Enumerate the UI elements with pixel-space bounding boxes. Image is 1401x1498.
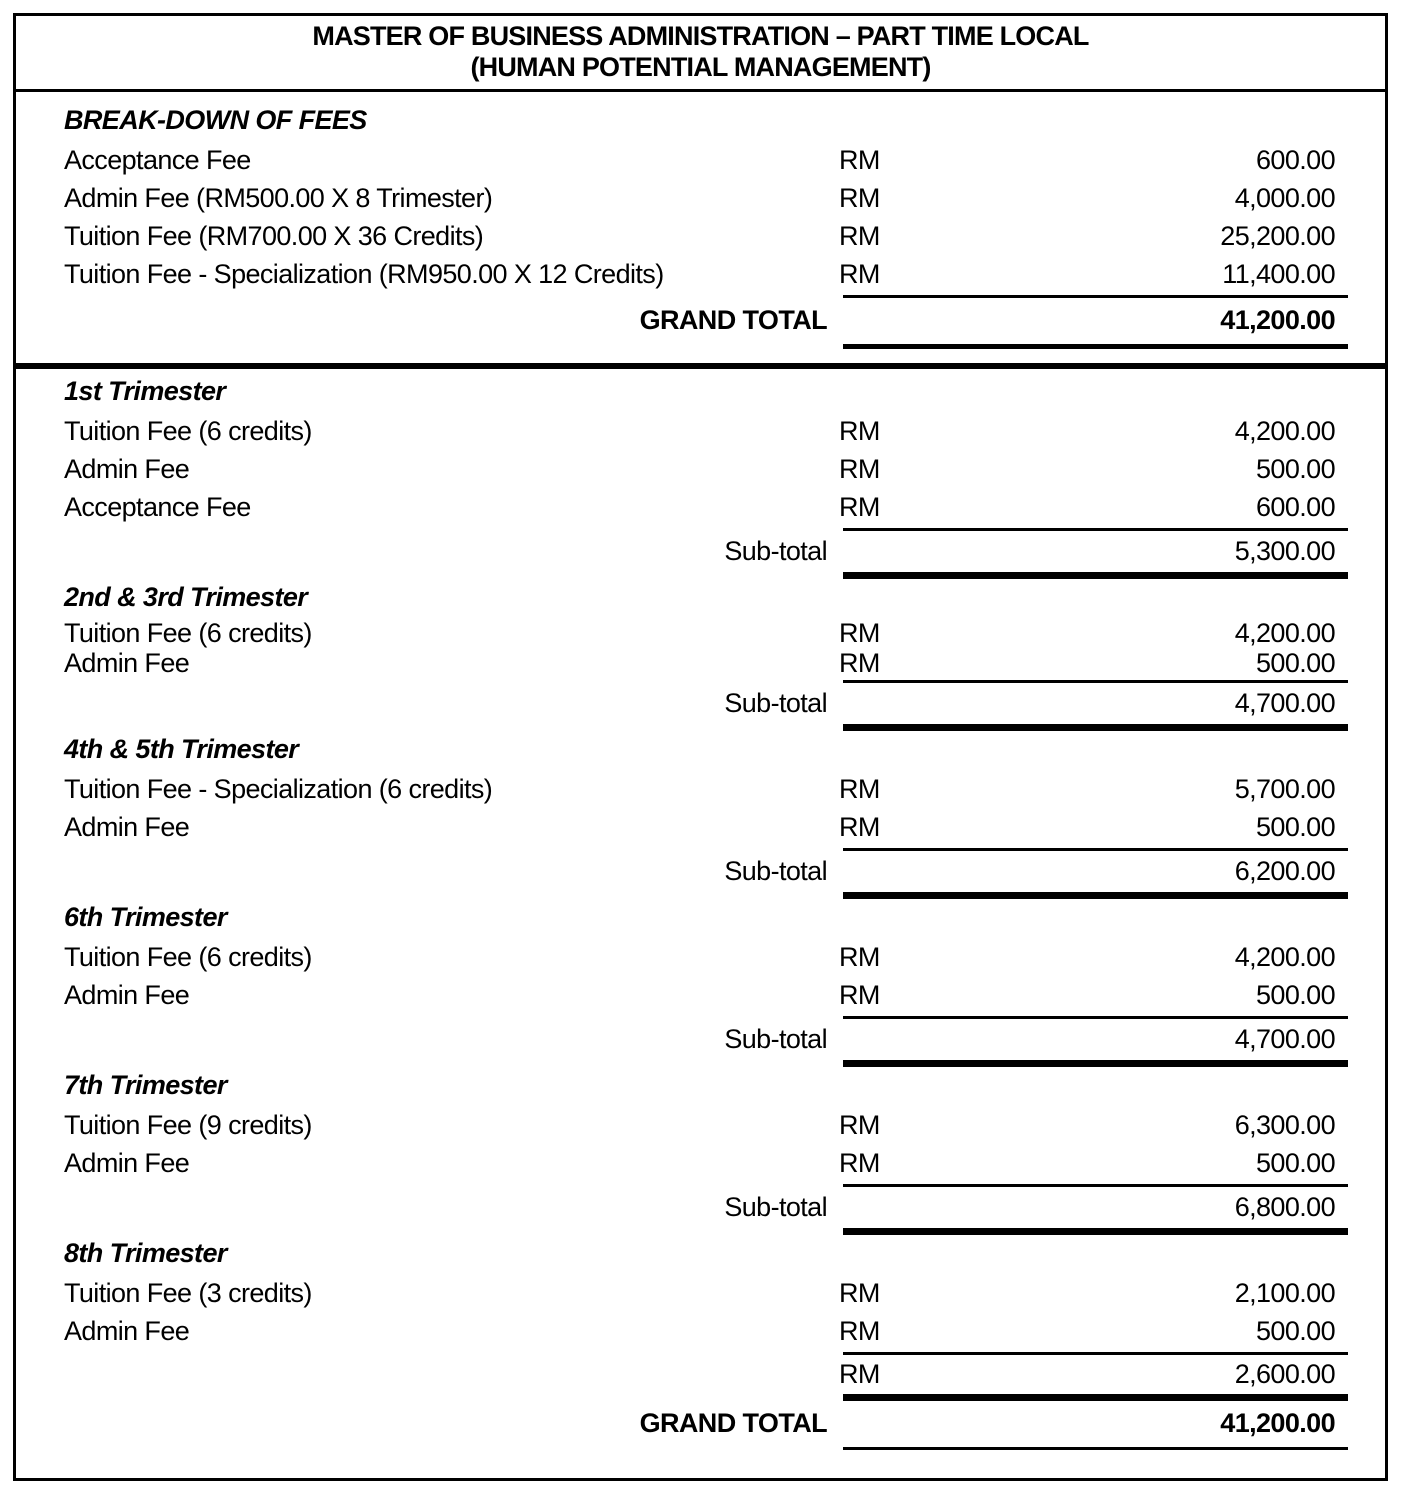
fee-row (16, 412, 1385, 450)
currency-label: RM (839, 617, 880, 648)
fee-row (16, 217, 1385, 255)
fee-amount: 6,300.00 (1234, 1109, 1335, 1140)
fee-row (16, 1144, 1385, 1182)
fee-label: Admin Fee (64, 1147, 190, 1178)
subtotal-label: Sub-total (724, 535, 827, 566)
subtotal-amount: 5,300.00 (1234, 535, 1335, 566)
fee-amount: 500.00 (1256, 979, 1335, 1010)
subtotal-amount: 4,700.00 (1234, 1023, 1335, 1054)
fee-amount: 11,400.00 (1222, 258, 1335, 289)
fee-label: Tuition Fee (6 credits) (64, 941, 312, 972)
fee-amount: 25,200.00 (1220, 220, 1335, 251)
fee-label: Admin Fee (64, 979, 190, 1010)
subtotal-label: Sub-total (724, 687, 827, 718)
fee-amount: 500.00 (1256, 811, 1335, 842)
subtotal-row (16, 531, 1385, 571)
fee-label: Acceptance Fee (64, 491, 251, 522)
section-heading-8th-trimester: 8th Trimester (64, 1238, 227, 1268)
currency-label: RM (839, 773, 880, 804)
section-heading-6th-trimester: 6th Trimester (64, 902, 227, 932)
double-divider-line (843, 572, 1348, 579)
double-divider-line (843, 1394, 1348, 1401)
grand-total-label: GRAND TOTAL (639, 1407, 827, 1438)
grand-total-row (16, 1401, 1385, 1445)
fee-amount: 4,200.00 (1234, 415, 1335, 446)
fee-amount: 500.00 (1256, 1315, 1335, 1346)
fee-amount: 600.00 (1256, 491, 1335, 522)
fee-row (16, 938, 1385, 976)
fee-row (16, 255, 1385, 293)
fee-row (16, 770, 1385, 808)
fee-row (16, 179, 1385, 217)
fee-amount: 500.00 (1256, 453, 1335, 484)
fee-amount: 4,000.00 (1234, 182, 1335, 213)
currency-label: RM (839, 1147, 880, 1178)
currency-label: RM (839, 1358, 880, 1389)
fee-label: Admin Fee (64, 1315, 190, 1346)
fee-label: Tuition Fee (3 credits) (64, 1277, 312, 1308)
fee-label: Tuition Fee - Specialization (6 credits) (64, 773, 493, 804)
currency-label: RM (839, 811, 880, 842)
trimester-total-amount: 2,600.00 (1234, 1358, 1335, 1389)
fee-label: Acceptance Fee (64, 144, 251, 175)
section-heading-1st-trimester: 1st Trimester (64, 376, 226, 406)
fee-label: Tuition Fee (6 credits) (64, 415, 312, 446)
subtotal-label: Sub-total (724, 1191, 827, 1222)
fee-amount: 500.00 (1256, 1147, 1335, 1178)
section-heading-7th-trimester: 7th Trimester (64, 1070, 227, 1100)
subtotal-label: Sub-total (724, 1023, 827, 1054)
fee-row (16, 1106, 1385, 1144)
double-divider-line (843, 724, 1348, 731)
currency-label: RM (839, 415, 880, 446)
subtotal-amount: 4,700.00 (1234, 687, 1335, 718)
fee-row (16, 976, 1385, 1014)
fee-row (16, 648, 1385, 678)
fee-label: Tuition Fee - Specialization (RM950.00 X 12 Credits) (64, 258, 664, 289)
fee-amount: 2,100.00 (1234, 1277, 1335, 1308)
currency-label: RM (839, 1109, 880, 1140)
trimester-total-row (16, 1355, 1385, 1393)
fee-row (16, 141, 1385, 179)
grand-total-amount: 41,200.00 (1220, 1407, 1335, 1438)
fee-label: Admin Fee (64, 811, 190, 842)
breakdown-heading: BREAK-DOWN OF FEES (64, 105, 367, 135)
grand-total-amount: 41,200.00 (1220, 304, 1335, 335)
double-divider-line (843, 892, 1348, 899)
fee-row (16, 1274, 1385, 1312)
fee-amount: 5,700.00 (1234, 773, 1335, 804)
divider-line-thick (843, 344, 1348, 349)
fee-label: Admin Fee (64, 647, 190, 678)
fee-label: Admin Fee (64, 453, 190, 484)
subtotal-row (16, 1019, 1385, 1059)
fee-row (16, 1312, 1385, 1350)
grand-total-row (16, 298, 1385, 342)
currency-label: RM (839, 979, 880, 1010)
currency-label: RM (839, 258, 880, 289)
fee-amount: 4,200.00 (1234, 617, 1335, 648)
trimester-section (13, 366, 1388, 1481)
fee-amount: 4,200.00 (1234, 941, 1335, 972)
title-box (13, 13, 1388, 92)
section-heading-4th-5th-trimester: 4th & 5th Trimester (64, 734, 299, 764)
double-divider-line (843, 1228, 1348, 1235)
subtotal-amount: 6,200.00 (1234, 855, 1335, 886)
fee-amount: 600.00 (1256, 144, 1335, 175)
currency-label: RM (839, 1315, 880, 1346)
subtotal-label: Sub-total (724, 855, 827, 886)
fee-row (16, 488, 1385, 526)
divider-line (843, 1447, 1348, 1450)
subtotal-row (16, 851, 1385, 891)
double-divider-line (843, 1060, 1348, 1067)
fee-row (16, 808, 1385, 846)
fee-amount: 500.00 (1256, 647, 1335, 678)
fee-label: Tuition Fee (9 credits) (64, 1109, 312, 1140)
currency-label: RM (839, 144, 880, 175)
currency-label: RM (839, 647, 880, 678)
fee-label: Admin Fee (RM500.00 X 8 Trimester) (64, 182, 493, 213)
currency-label: RM (839, 220, 880, 251)
grand-total-label: GRAND TOTAL (639, 304, 827, 335)
fee-row (16, 450, 1385, 488)
fee-row (16, 618, 1385, 648)
currency-label: RM (839, 1277, 880, 1308)
section-heading-2nd-3rd-trimester: 2nd & 3rd Trimester (64, 582, 308, 612)
currency-label: RM (839, 941, 880, 972)
subtotal-amount: 6,800.00 (1234, 1191, 1335, 1222)
currency-label: RM (839, 491, 880, 522)
breakdown-section (13, 92, 1388, 366)
fee-label: Tuition Fee (RM700.00 X 36 Credits) (64, 220, 484, 251)
currency-label: RM (839, 453, 880, 484)
currency-label: RM (839, 182, 880, 213)
subtotal-row (16, 1187, 1385, 1227)
fee-label: Tuition Fee (6 credits) (64, 617, 312, 648)
document-title-line2: (HUMAN POTENTIAL MANAGEMENT) (470, 52, 931, 82)
subtotal-row (16, 683, 1385, 723)
document-title-line1: MASTER OF BUSINESS ADMINISTRATION – PART TIME LOCAL (312, 21, 1089, 51)
